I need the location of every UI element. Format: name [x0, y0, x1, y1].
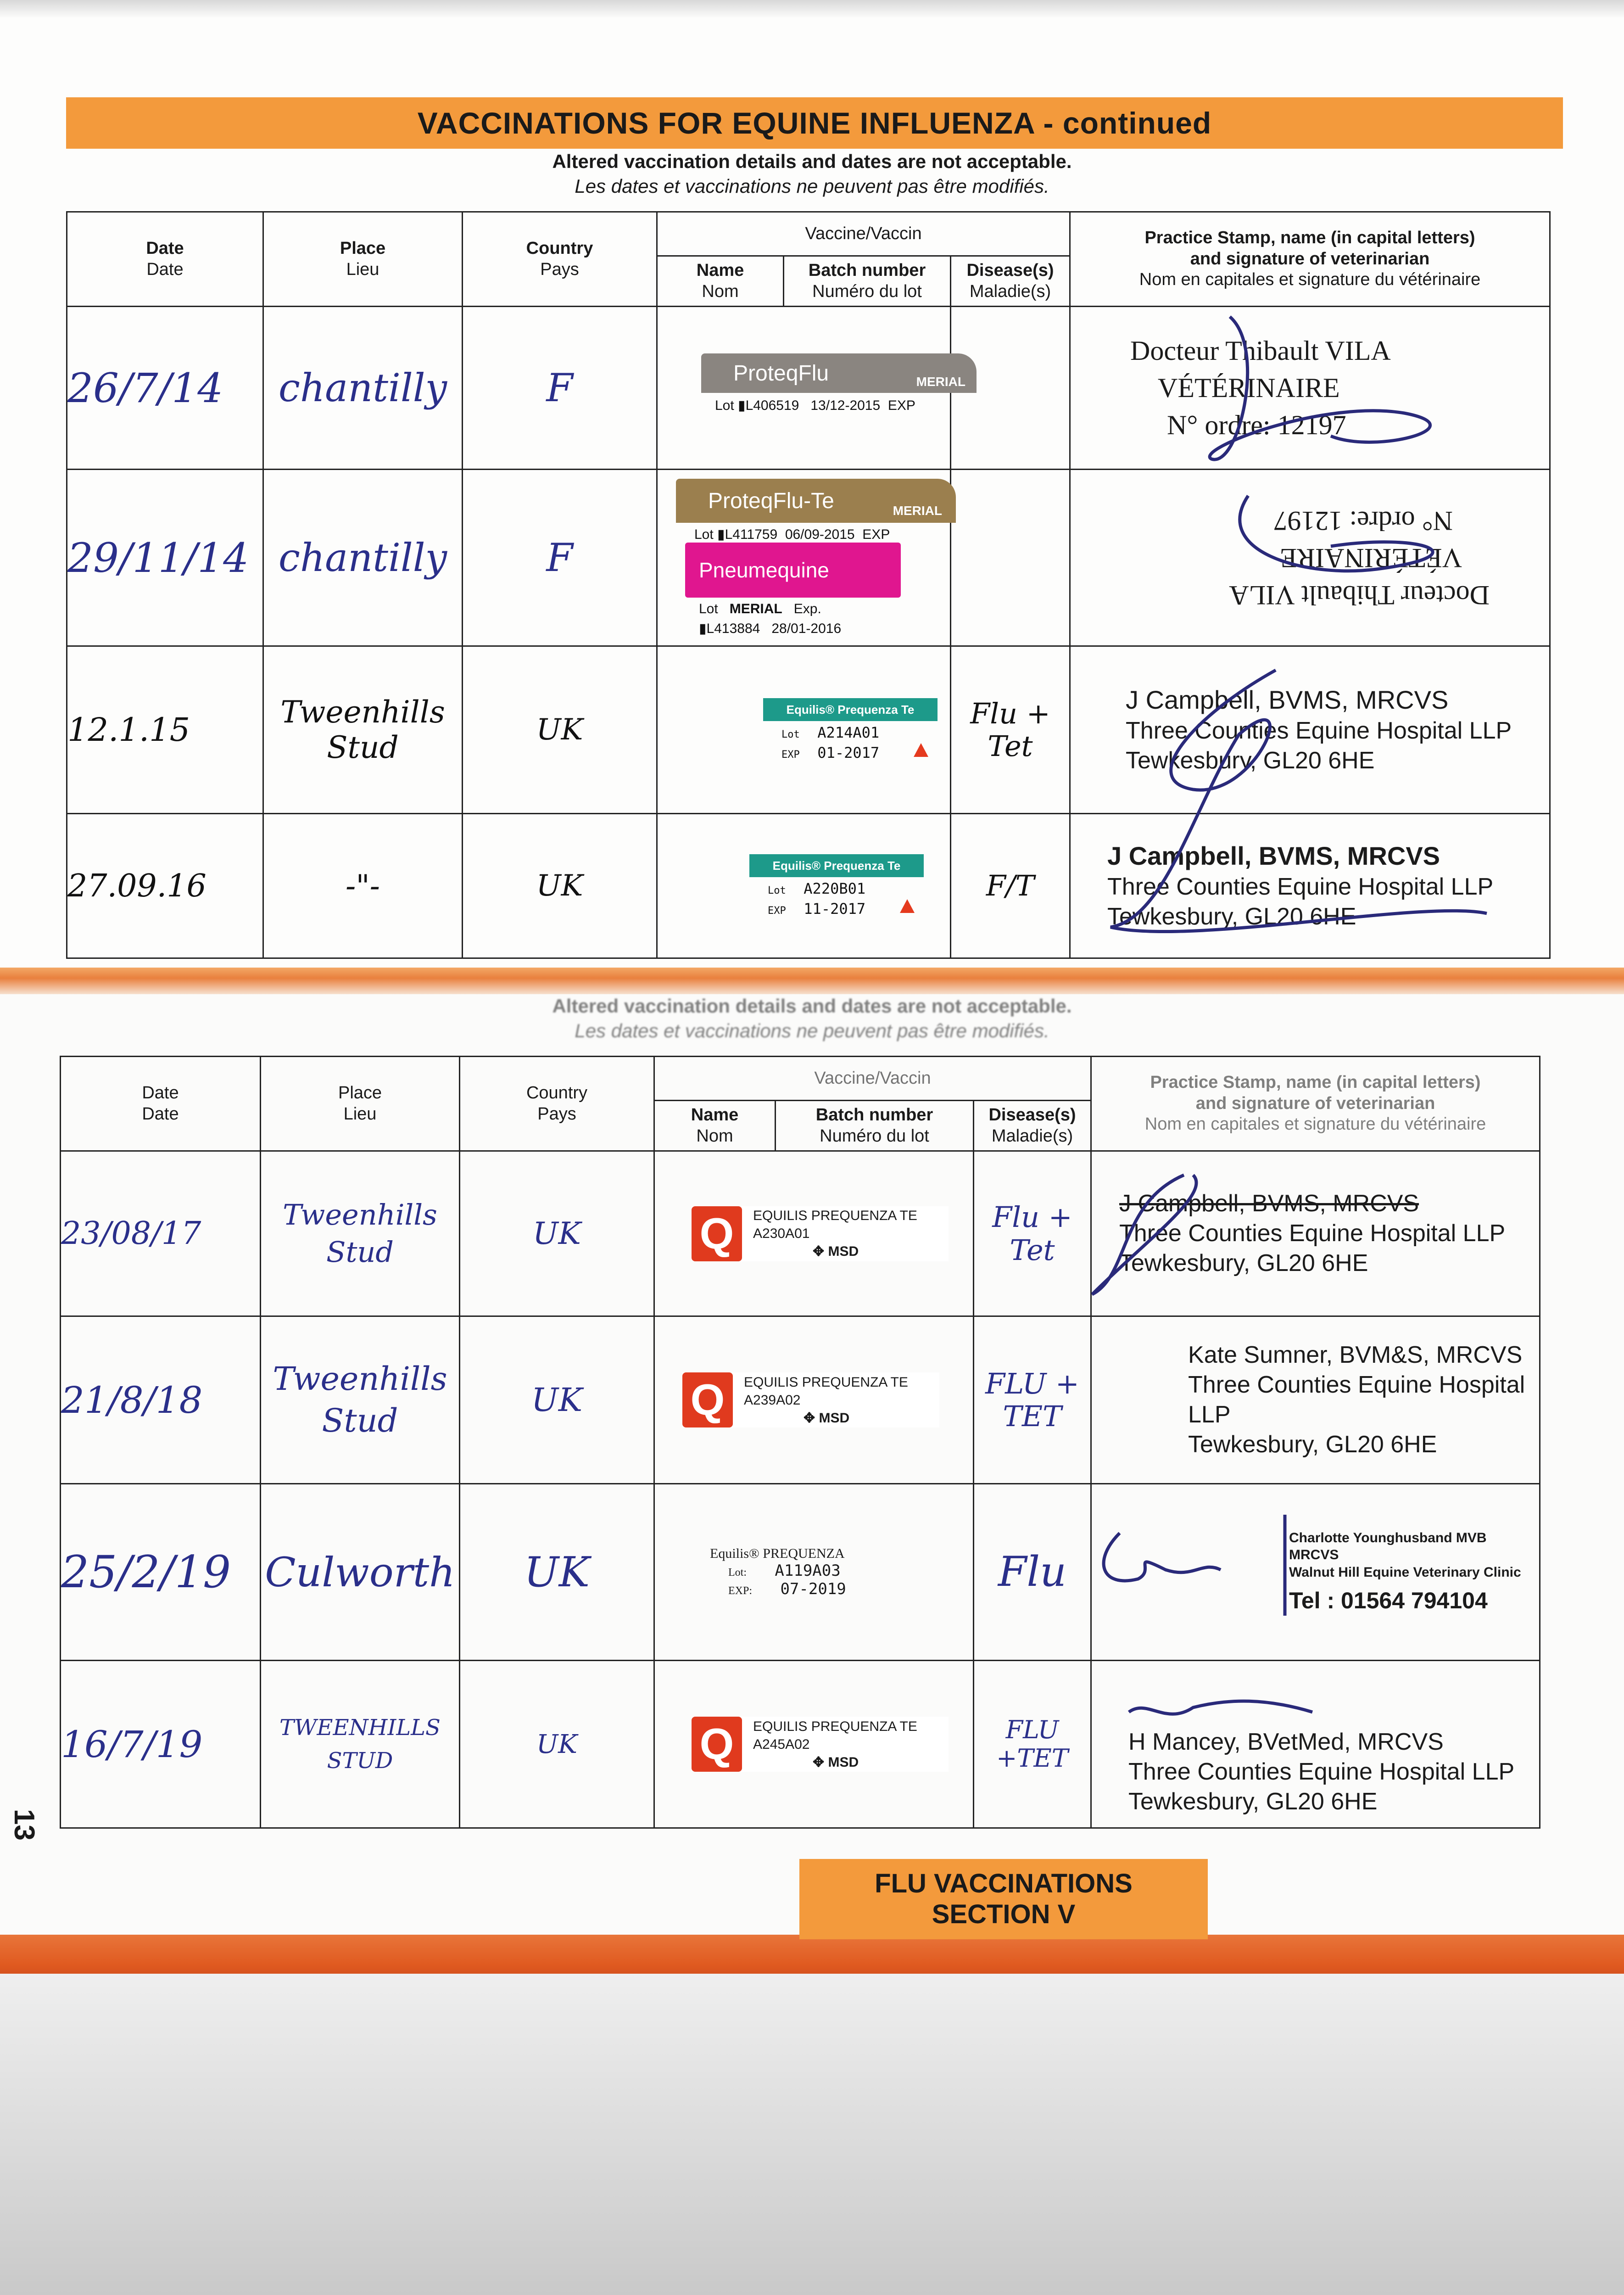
- table-row: [67, 307, 1550, 470]
- sticker-maker: MSD: [828, 1244, 859, 1259]
- batch-number: A220B01: [804, 880, 866, 897]
- disease-cell: [974, 1661, 1091, 1828]
- header-vaccine: Vaccine/Vaccin: [657, 212, 1070, 256]
- batch-number: A230A01: [753, 1226, 810, 1241]
- vet-stamp-upside-down: [1071, 502, 1549, 614]
- stamp-line: Three Counties Equine Hospital LLP: [1128, 1758, 1515, 1785]
- exp-label: EXP: [887, 398, 915, 413]
- disease-cell: [974, 1316, 1091, 1484]
- expiry-date: 13/12-2015: [810, 398, 881, 413]
- sticker-product: EQUILIS PREQUENZA TE: [753, 1718, 917, 1734]
- stamp-line: J Campbell, BVMS, MRCVS: [1119, 1190, 1419, 1217]
- sticker-maker: MERIAL: [916, 375, 965, 389]
- place-cell: [261, 1661, 460, 1828]
- place-line: Stud: [326, 1235, 394, 1269]
- stamp-cell: [1070, 814, 1550, 958]
- place-cell: -"-: [263, 814, 463, 958]
- country-cell: UK: [460, 1661, 654, 1828]
- expiry-date: 06/09-2015: [785, 527, 855, 542]
- header-disease: Disease(s) Maladie(s): [974, 1101, 1091, 1151]
- section-line-2: SECTION V: [932, 1899, 1076, 1929]
- stamp-line: Tewkesbury, GL20 6HE: [1128, 1788, 1378, 1815]
- exp-label: EXP: [768, 905, 786, 917]
- notice-english: Altered vaccination details and dates are not acceptable.: [552, 151, 1072, 172]
- header-country: Country Pays: [460, 1057, 654, 1151]
- sticker-maker: MSD: [819, 1410, 850, 1426]
- stamp-line: N° ordre: 12197: [1273, 505, 1453, 536]
- header-date: Date Date: [61, 1057, 261, 1151]
- stamp-line: VÉTÉRINAIRE: [1158, 372, 1340, 403]
- stamp-cell: [1070, 307, 1550, 470]
- vaccine-sticker-cell: [654, 1661, 974, 1828]
- exp-label: EXP: [781, 749, 800, 761]
- disease-cell: Flu: [974, 1484, 1091, 1661]
- place-cell: Tweenhills Stud: [263, 646, 463, 814]
- stamp-line: Docteur Thibault VILA: [1229, 580, 1490, 610]
- exp-label: EXP:: [728, 1585, 753, 1597]
- notice-block: [0, 151, 1624, 197]
- stamp-line: N° ordre: 12197: [1167, 409, 1346, 440]
- header-batch: Batch number Numéro du lot: [776, 1101, 974, 1151]
- stamp-line: Three Counties Equine Hospital LLP: [1119, 1220, 1506, 1247]
- disease-line: FLU: [1005, 1715, 1059, 1744]
- vet-stamp: [1092, 1529, 1539, 1615]
- date-cell: 25/2/19: [61, 1484, 261, 1661]
- section-title-bar: [66, 97, 1563, 149]
- page-number: 13: [8, 1809, 40, 1841]
- vaccination-table-bottom: [60, 1056, 1540, 1829]
- batch-number: A119A03: [775, 1562, 841, 1580]
- date-cell: 26/7/14: [67, 307, 263, 470]
- header-date: Date Date: [67, 212, 263, 307]
- disease-line: Tet: [988, 729, 1033, 763]
- section-label-box: [799, 1859, 1208, 1939]
- sticker-brand: ProteqFlu: [733, 361, 829, 386]
- triangle-mark-icon: [914, 743, 928, 757]
- disease-line: Flu +: [992, 1200, 1072, 1234]
- sticker-brand: ProteqFlu-Te: [708, 488, 834, 513]
- stamp-line: Tewkesbury, GL20 6HE: [1126, 747, 1375, 774]
- disease-cell: F/T: [951, 814, 1070, 958]
- lot-label: Lot: [699, 601, 718, 616]
- exp-label: Exp.: [793, 601, 821, 616]
- stamp-cell: [1091, 1316, 1540, 1484]
- stamp-cell: [1091, 1484, 1540, 1661]
- table-row: [61, 1661, 1540, 1828]
- place-cell: chantilly: [263, 470, 463, 646]
- country-cell: F: [463, 307, 657, 470]
- place-line: TWEENHILLS: [279, 1715, 441, 1741]
- date-cell: 27.09.16: [67, 814, 263, 958]
- vaccine-sticker-cell: [654, 1316, 974, 1484]
- sticker-brand: Equilis® Prequenza Te: [749, 854, 924, 877]
- lot-label: Lot: [694, 527, 714, 542]
- country-cell: UK: [460, 1151, 654, 1316]
- vaccine-sticker: Pneumequine Lot MERIAL Exp. ▮L413884 28/01-2016: [685, 543, 901, 637]
- vaccine-sticker-cell: [657, 470, 951, 646]
- stamp-line: Three Counties Equine Hospital LLP: [1126, 717, 1512, 744]
- date-cell: 23/08/17: [61, 1151, 261, 1316]
- header-disease: Disease(s) Maladie(s): [951, 256, 1070, 307]
- sticker-maker: MERIAL: [893, 504, 942, 518]
- vaccine-sticker: [710, 1546, 967, 1598]
- stamp-line: Tewkesbury, GL20 6HE: [1188, 1431, 1437, 1458]
- place-cell: [261, 1316, 460, 1484]
- stamp-line: H Mancey, BVetMed, MRCVS: [1128, 1728, 1444, 1755]
- vet-stamp: [1071, 684, 1549, 776]
- batch-number: A245A02: [753, 1736, 810, 1752]
- disease-line: Tet: [1010, 1233, 1055, 1267]
- stamp-cell: [1091, 1151, 1540, 1316]
- vaccine-sticker-cell: [654, 1151, 974, 1316]
- stamp-line: Walnut Hill Equine Veterinary Clinic: [1289, 1564, 1521, 1580]
- section-line-1: FLU VACCINATIONS: [875, 1868, 1133, 1898]
- page-overlap-seam: [0, 968, 1624, 994]
- stamp-line: J Campbell, BVMS, MRCVS: [1107, 841, 1440, 870]
- header-country: Country Pays: [463, 212, 657, 307]
- sticker-product: EQUILIS PREQUENZA TE: [744, 1374, 908, 1390]
- table-row: [67, 646, 1550, 814]
- stamp-line: Kate Sumner, BVM&S, MRCVS: [1188, 1342, 1523, 1368]
- vaccine-sticker-cell: [657, 814, 951, 958]
- country-cell: UK: [463, 814, 657, 958]
- vaccine-sticker: [749, 854, 924, 918]
- stamp-line: Tewkesbury, GL20 6HE: [1107, 903, 1356, 930]
- vet-stamp: [1092, 1189, 1539, 1278]
- stamp-line: Tel : 01564 794104: [1289, 1588, 1488, 1613]
- batch-number: L411759: [725, 527, 778, 542]
- country-cell: UK: [463, 646, 657, 814]
- header-batch: Batch number Numéro du lot: [784, 256, 951, 307]
- header-name: Name Nom: [654, 1101, 776, 1151]
- disease-line: FLU +: [985, 1366, 1079, 1400]
- place-cell: Culworth: [261, 1484, 460, 1661]
- sticker-product: EQUILIS PREQUENZA TE: [753, 1208, 917, 1223]
- country-cell: UK: [460, 1484, 654, 1661]
- lot-label: Lot: [768, 885, 786, 896]
- stamp-line: Docteur Thibault VILA: [1130, 335, 1391, 366]
- place-cell: [261, 1151, 460, 1316]
- q-logo-icon: Q: [682, 1372, 733, 1427]
- table-row: [67, 470, 1550, 646]
- sticker-maker: MERIAL: [729, 601, 782, 616]
- date-cell: 29/11/14: [67, 470, 263, 646]
- expiry-date: 28/01-2016: [771, 621, 842, 636]
- batch-number: A239A02: [744, 1392, 801, 1408]
- batch-number: L406519: [745, 398, 799, 413]
- place-line: Tweenhills: [273, 1360, 447, 1398]
- disease-line: Flu +: [970, 696, 1050, 730]
- vaccine-sticker: Q EQUILIS PREQUENZA TE A230A01 ✥ MSD: [692, 1206, 949, 1261]
- place-cell: chantilly: [263, 307, 463, 470]
- vaccine-sticker: Q EQUILIS PREQUENZA TE A239A02 ✥ MSD: [682, 1372, 939, 1427]
- table-row: [61, 1151, 1540, 1316]
- header-practice-stamp: Practice Stamp, name (in capital letters) and signature of veterinarian Nom en capitales et signature du vétérinaire: [1070, 212, 1550, 307]
- stamp-cell: [1070, 646, 1550, 814]
- scanner-background: [0, 1974, 1624, 2295]
- stamp-line: VÉTÉRINAIRE: [1280, 543, 1462, 573]
- expiry-date: 07-2019: [780, 1580, 846, 1598]
- country-cell: UK: [460, 1316, 654, 1484]
- stamp-cell: [1070, 470, 1550, 646]
- stamp-line: J Campbell, BVMS, MRCVS: [1126, 685, 1449, 714]
- stamp-line: Charlotte Younghusband MVB MRCVS: [1289, 1530, 1487, 1562]
- lot-label: Lot: [715, 398, 734, 413]
- stamp-line: Three Counties Equine Hospital LLP: [1107, 873, 1494, 900]
- date-cell: 12.1.15: [67, 646, 263, 814]
- sticker-brand: Pneumequine: [685, 543, 901, 598]
- sticker-brand: Equilis® Prequenza Te: [763, 698, 938, 721]
- header-place: Place Lieu: [263, 212, 463, 307]
- vet-stamp: [1092, 1340, 1539, 1460]
- notice-block-faded: [0, 995, 1624, 1042]
- disease-line: TET: [1003, 1399, 1062, 1433]
- stamp-line: Tewkesbury, GL20 6HE: [1119, 1250, 1368, 1276]
- batch-number: L413884: [706, 621, 760, 636]
- triangle-mark-icon: [900, 899, 915, 913]
- table-row: [61, 1316, 1540, 1484]
- vaccine-sticker-cell: [654, 1484, 974, 1661]
- q-logo-icon: Q: [692, 1717, 742, 1772]
- expiry-date: 11-2017: [804, 900, 866, 918]
- header-practice-stamp: Practice Stamp, name (in capital letters) and signature of veterinarian Nom en capitales et signature du vétérinaire: [1091, 1057, 1540, 1151]
- batch-number: A214A01: [817, 724, 880, 741]
- table-row: [61, 1484, 1540, 1661]
- lot-label: Lot: [781, 729, 800, 740]
- header-place: Place Lieu: [261, 1057, 460, 1151]
- notice-french: Les dates et vaccinations ne peuvent pas être modifiés.: [575, 1020, 1049, 1041]
- date-cell: 16/7/19: [61, 1661, 261, 1828]
- vet-stamp: [1071, 840, 1549, 932]
- vaccination-table-top: [66, 211, 1551, 959]
- sticker-maker: MSD: [828, 1754, 859, 1770]
- header-name: Name Nom: [657, 256, 784, 307]
- place-line: Stud: [322, 1402, 398, 1439]
- disease-cell: [951, 646, 1070, 814]
- sticker-product: Equilis® PREQUENZA: [710, 1546, 845, 1561]
- country-cell: F: [463, 470, 657, 646]
- place-line: Tweenhills: [283, 1198, 437, 1231]
- disease-cell: [974, 1151, 1091, 1316]
- disease-line: +TET: [996, 1744, 1068, 1773]
- vet-stamp: [1071, 332, 1549, 444]
- exp-label: EXP: [862, 527, 890, 542]
- vaccine-sticker-cell: [657, 646, 951, 814]
- q-logo-icon: Q: [692, 1206, 742, 1261]
- vaccine-sticker-cell: [657, 307, 965, 470]
- notice-french: Les dates et vaccinations ne peuvent pas être modifiés.: [575, 175, 1049, 197]
- vaccine-sticker: ProteqFlu MERIAL Lot ▮L406519 13/12-2015 EXP: [701, 353, 977, 422]
- page-title: VACCINATIONS FOR EQUINE INFLUENZA - continued: [417, 106, 1212, 140]
- disease-cell: [951, 470, 1070, 646]
- header-vaccine: Vaccine/Vaccin: [654, 1057, 1091, 1101]
- vaccine-sticker: [763, 698, 938, 761]
- stamp-cell: [1091, 1661, 1540, 1828]
- vaccine-sticker: ProteqFlu-Te MERIAL Lot ▮L411759 06/09-2015 EXP: [676, 479, 956, 543]
- date-cell: 21/8/18: [61, 1316, 261, 1484]
- vet-stamp: [1092, 1672, 1539, 1817]
- lot-label: Lot:: [728, 1567, 747, 1579]
- vaccine-sticker: Q EQUILIS PREQUENZA TE A245A02 ✥ MSD: [692, 1717, 949, 1772]
- table-row: [67, 814, 1550, 958]
- place-line: STUD: [327, 1748, 393, 1774]
- stamp-line: Three Counties Equine Hospital LLP: [1188, 1371, 1525, 1428]
- expiry-date: 01-2017: [817, 744, 880, 761]
- notice-english: Altered vaccination details and dates are not acceptable.: [552, 995, 1072, 1017]
